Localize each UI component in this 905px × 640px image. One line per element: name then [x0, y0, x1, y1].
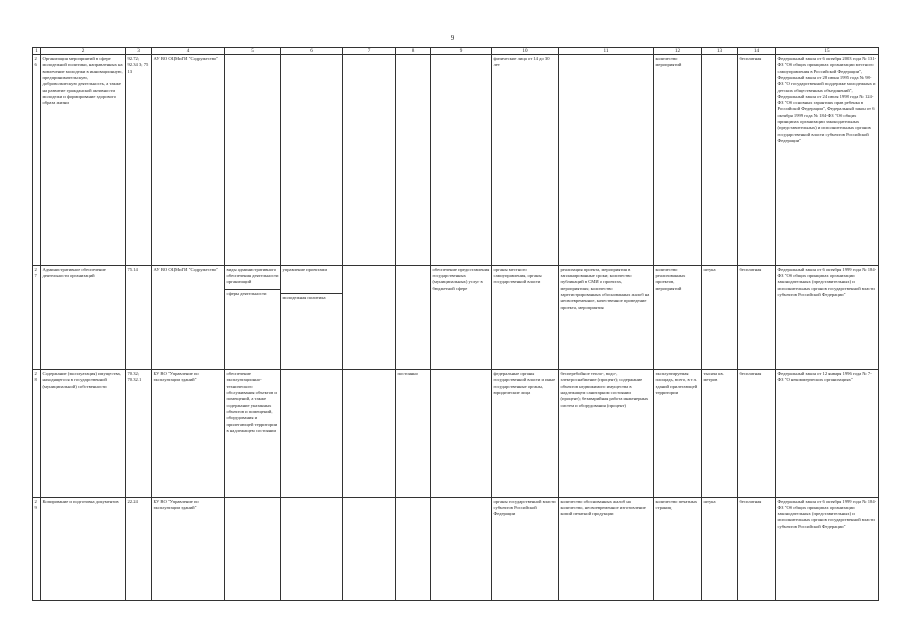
service-name: Организация мероприятий в сфере молодежной политики, направленных на вовлечение молодежи в инновационную, предпринимательскую, добровольческую деятельность, а также на развитие гражданской активности молодежи и формирование здорового образа жизни [41, 55, 126, 266]
cell-c5 [225, 497, 281, 600]
cell-c5 [225, 55, 281, 266]
cell-c6 [281, 265, 343, 369]
unit: штука [702, 497, 738, 600]
okved-codes: 22.24 [126, 497, 152, 600]
column-number: 10 [492, 48, 559, 55]
cell-c9: обеспечение предоставления государственных (муниципальных) услуг в бюджетной сфере [431, 265, 492, 369]
institution: БУ ВО "Управление по эксплуатации зданий" [152, 497, 225, 600]
consumers: органы государственной власти субъектов Российской Федерации [492, 497, 559, 600]
unit: штука [702, 265, 738, 369]
legal-basis: Федеральный закон от 6 октября 1999 года № 184-ФЗ "Об общих принципах организации законодательных (представительных) и исполнительных органов государственной власти субъектов Российской Федерации" [776, 265, 879, 369]
cell-c5-main: виды административного обеспечения деятельности организаций [226, 266, 279, 285]
institution: БУ ВО "Управление по эксплуатации зданий" [152, 370, 225, 497]
volume-indicator: количество печатных страниц [654, 497, 702, 600]
cell-c6 [281, 370, 343, 497]
cell-c7 [343, 497, 396, 600]
column-number: 9 [431, 48, 492, 55]
table-row [33, 55, 879, 266]
row-number: 29 [33, 497, 41, 600]
column-number: 1 [33, 48, 41, 55]
cell-c5-sub: сферы деятельности [225, 289, 280, 297]
column-number: 3 [126, 48, 152, 55]
legal-basis: Федеральный закон от 12 января 1996 года № 7-ФЗ "О некоммерческих организациях" [776, 370, 879, 497]
cell-c7 [343, 370, 396, 497]
payment-type: бесплатная [738, 370, 776, 497]
column-number: 5 [225, 48, 281, 55]
cell-c8: постоянно [396, 370, 431, 497]
cell-c9 [431, 370, 492, 497]
row-number: 28 [33, 370, 41, 497]
service-name: Копирование и подготовка документов [41, 497, 126, 600]
cell-c8 [396, 55, 431, 266]
cell-c5 [225, 265, 281, 369]
okved-codes: 92.72; 92.34 3; 75 13 [126, 55, 152, 266]
cell-c8 [396, 497, 431, 600]
column-number: 12 [654, 48, 702, 55]
institution: АУ ВО ОЦМиГИ "Содружество" [152, 55, 225, 266]
table-row [33, 497, 879, 600]
column-number: 8 [396, 48, 431, 55]
volume-indicator: эксплуатируемая площадь, всего, в т.ч. зданий прилегающей территории [654, 370, 702, 497]
legal-basis: Федеральный закон от 6 октября 1999 года № 184-ФЗ "Об общих принципах организации законодательных (представительных) и исполнительных органов государственной власти субъектов Российской Федерации" [776, 497, 879, 600]
registry-table [32, 47, 879, 601]
cell-c7 [343, 55, 396, 266]
okved-codes: 70.32; 70.32.1 [126, 370, 152, 497]
page-number: 9 [450, 34, 455, 42]
service-name: Административное обеспечение деятельности организаций [41, 265, 126, 369]
cell-c6-main: управление проектами [282, 266, 327, 272]
cell-c5-main: обеспечение эксплуатационно-технического обслуживания объектов и помещений, а также содержание указанных объектов и помещений, оборудования и прилегающей территории в надлежащем состоянии [226, 371, 278, 433]
consumers: органы местного самоуправления, органы государственной власти [492, 265, 559, 369]
cell-c6-sub: молодежная политика [281, 293, 342, 301]
payment-type: бесплатная [738, 497, 776, 600]
column-number: 15 [776, 48, 879, 55]
service-name: Содержание (эксплуатация) имущества, находящегося в государственной (муниципальной) собственности [41, 370, 126, 497]
table-row [33, 265, 879, 369]
quality-indicators: реализация проекта, мероприятия в запланированные сроки; количество публикаций в СМИ о проектах, мероприятиях; количество зарегистрированных обоснованных жалоб на несвоевременное, качественное проведение проекта, мероприятия [559, 265, 654, 369]
quality-indicators: количество обоснованных жалоб на количество, несвоевременное изготовление копий печатной продукции [559, 497, 654, 600]
column-number: 6 [281, 48, 343, 55]
cell-c9 [431, 55, 492, 266]
quality-indicators [559, 55, 654, 266]
cell-c5 [225, 370, 281, 497]
cell-c7 [343, 265, 396, 369]
cell-c9 [431, 497, 492, 600]
row-number: 27 [33, 265, 41, 369]
cell-c6 [281, 55, 343, 266]
row-number: 26 [33, 55, 41, 266]
legal-basis: Федеральный закон от 6 октября 2003 года № 131-ФЗ "Об общих принципах организации местного самоуправления в Российской Федерации", Федеральный закон от 28 июня 1995 года № 98-ФЗ "О государственной поддержке молодежных и детских общественных объединений", Федеральный закон от 24 июля 1998 года № 124-ФЗ "Об основных гарантиях прав ребенка в Российской Федерации", Федеральный закон от 6 октября 1999 года № 184-ФЗ "Об общих принципах организации законодательных (представительных) и исполнительных органов государственной власти субъектов Российской Федерации" [776, 55, 879, 266]
quality-indicators: бесперебойное тепло-, водо-, электроснабжение (процент); содержание объектов недвижимого имущества в надлежащем санитарном состоянии (процент); безаварийная работа инженерных систем и оборудования (процент) [559, 370, 654, 497]
payment-type: бесплатная [738, 55, 776, 266]
institution: АУ ВО ОЦМиГИ "Содружество" [152, 265, 225, 369]
column-number: 14 [738, 48, 776, 55]
column-number: 7 [343, 48, 396, 55]
unit [702, 55, 738, 266]
unit: тысяча кв. метров [702, 370, 738, 497]
volume-indicator: количество мероприятий [654, 55, 702, 266]
cell-c6 [281, 497, 343, 600]
payment-type: бесплатная [738, 265, 776, 369]
consumers: федеральные органы государственной власти и иные государственные органы, юридические лица [492, 370, 559, 497]
consumers: физические лица от 14 до 30 лет [492, 55, 559, 266]
column-number: 2 [41, 48, 126, 55]
column-number: 4 [152, 48, 225, 55]
column-number-row [33, 48, 879, 55]
column-number: 13 [702, 48, 738, 55]
okved-codes: 75.14 [126, 265, 152, 369]
cell-c8 [396, 265, 431, 369]
column-number: 11 [559, 48, 654, 55]
table-row [33, 370, 879, 497]
volume-indicator: количество реализованных проектов, мероприятий [654, 265, 702, 369]
